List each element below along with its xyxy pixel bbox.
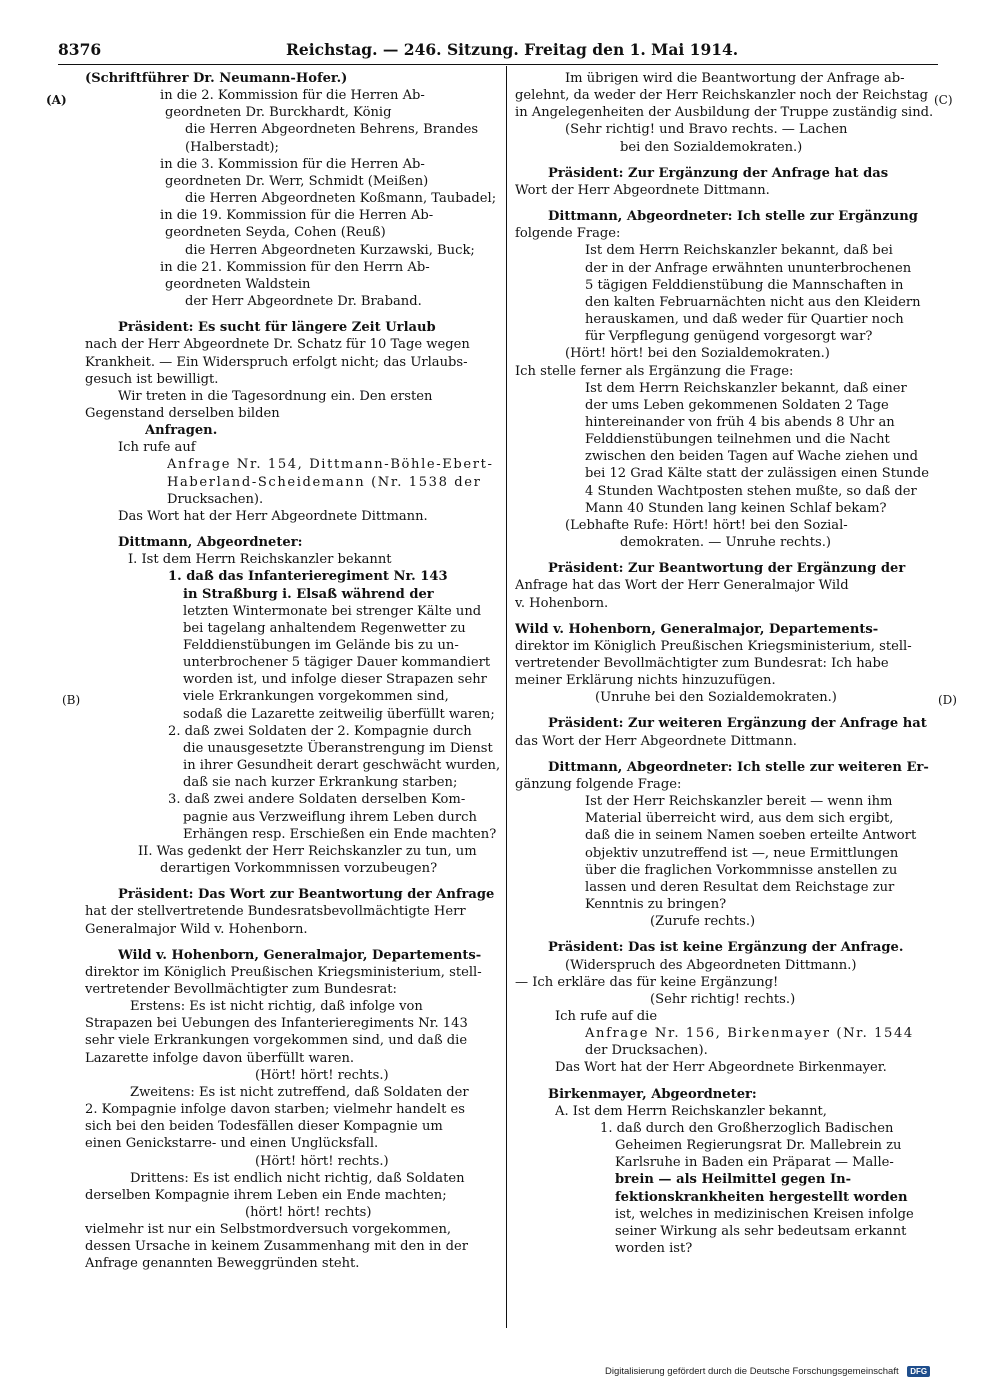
text-line: die Herren Abgeordneten Kurzawski, Buck; bbox=[185, 242, 475, 258]
text-line: Wild v. Hohenborn, Generalmajor, Departements- bbox=[118, 947, 482, 963]
text-line: daß sie nach kurzer Erkrankung starben; bbox=[183, 775, 458, 791]
text-line: Lazarette infolge davon überfüllt waren. bbox=[85, 1050, 355, 1066]
paragraph-gap bbox=[515, 1077, 935, 1086]
text-line: (Sehr richtig! rechts.) bbox=[650, 991, 796, 1007]
text-line: Ist dem Herrn Reichskanzler bekannt, daß einer bbox=[585, 380, 907, 396]
footer-credit bbox=[605, 1366, 930, 1377]
paragraph-gap bbox=[515, 612, 935, 621]
text-line: bei den Sozialdemokraten.) bbox=[620, 139, 803, 155]
text-line: gänzung folgende Frage: bbox=[515, 776, 682, 792]
text-line: unterbrochener 5 tägiger Dauer kommandiert bbox=[183, 655, 491, 671]
text-line: Drittens: Es ist endlich nicht richtig, daß Soldaten bbox=[130, 1170, 465, 1186]
text-line: Wort der Herr Abgeordnete Dittmann. bbox=[515, 182, 770, 198]
text-line: die unausgesetzte Überanstrengung im Dienst bbox=[183, 740, 493, 756]
text-line: (Schriftführer Dr. Neumann-Hofer.) bbox=[85, 71, 348, 86]
text-line: der Drucksachen). bbox=[585, 1043, 708, 1059]
text-line: worden ist, und infolge dieser Strapazen sehr bbox=[183, 672, 487, 688]
text-line: 1. daß das Infanterieregiment Nr. 143 bbox=[168, 569, 448, 585]
text-line: geordneten Dr. Burckhardt, König bbox=[165, 105, 392, 121]
text-line: dessen Ursache in keinem Zusammenhang mit den in der bbox=[85, 1239, 469, 1255]
text-line: II. Was gedenkt der Herr Reichskanzler zu tun, um bbox=[138, 843, 477, 859]
text-line: Erstens: Es ist nicht richtig, daß infolge von bbox=[130, 999, 423, 1015]
text-line: bei tagelang anhaltendem Regenwetter zu bbox=[183, 620, 466, 636]
text-line: sodaß die Lazarette zeitweilig überfüllt waren; bbox=[183, 706, 495, 722]
text-line: ist, welches in medizinischen Kreisen infolge bbox=[615, 1206, 914, 1222]
text-line: v. Hohenborn. bbox=[515, 595, 609, 611]
text-line: Anfrage genannten Beweggründen steht. bbox=[85, 1256, 360, 1272]
text-line: in ihrer Gesundheit derart geschwächt wurden, bbox=[183, 758, 501, 774]
text-line: derselben Kompagnie ihrem Leben ein Ende machten; bbox=[85, 1187, 447, 1203]
text-line: (Hört! hört! rechts.) bbox=[255, 1067, 389, 1083]
text-line: der Herr Abgeordnete Dr. Braband. bbox=[185, 294, 422, 310]
text-line: bei 12 Grad Kälte statt der zulässigen einen Stunde bbox=[585, 466, 929, 482]
paragraph-gap bbox=[515, 199, 935, 208]
text-line: in die 19. Kommission für die Herren Ab- bbox=[160, 208, 434, 224]
text-line: direktor im Königlich Preußischen Kriegsministerium, stell- bbox=[85, 964, 482, 980]
text-line: 4 Stunden Wachtposten stehen mußte, so daß der bbox=[585, 483, 917, 499]
text-line: Strapazen bei Uebungen des Infanterieregiments Nr. 143 bbox=[85, 1016, 468, 1032]
text-line: Im übrigen wird die Beantwortung der Anfrage ab- bbox=[565, 71, 905, 86]
text-line: 2. daß zwei Soldaten der 2. Kompagnie durch bbox=[168, 723, 472, 739]
text-line: Birkenmayer, Abgeordneter: bbox=[548, 1086, 757, 1102]
text-line: I. Ist dem Herrn Reichskanzler bekannt bbox=[128, 552, 392, 568]
text-line: Haberland-Scheidemann (Nr. 1538 der bbox=[167, 474, 482, 490]
text-line: vielmehr ist nur ein Selbstmordversuch vorgekommen, bbox=[85, 1222, 452, 1238]
column-divider bbox=[506, 66, 507, 1328]
running-header bbox=[58, 40, 938, 64]
text-line: Anfragen. bbox=[145, 423, 218, 439]
text-line: folgende Frage: bbox=[515, 226, 621, 242]
text-line: Das Wort hat der Herr Abgeordnete Birkenmayer. bbox=[555, 1060, 887, 1076]
text-line: in Straßburg i. Elsaß während der bbox=[183, 586, 434, 602]
text-line: Präsident: Zur weiteren Ergänzung der Anfrage hat bbox=[548, 716, 927, 732]
text-line: Anfrage hat das Wort der Herr Generalmajor Wild bbox=[515, 578, 849, 594]
text-line: daß die in seinem Namen soeben erteilte Antwort bbox=[585, 828, 917, 844]
text-line: Präsident: Es sucht für längere Zeit Urlaub bbox=[118, 320, 436, 336]
margin-marker-c: (C) bbox=[934, 93, 953, 107]
text-line: demokraten. — Unruhe rechts.) bbox=[620, 535, 831, 551]
text-line: der in der Anfrage erwähnten ununterbrochenen bbox=[585, 260, 912, 276]
paragraph-gap bbox=[515, 706, 935, 715]
margin-marker-a: (A) bbox=[46, 93, 67, 107]
text-line: in Angelegenheiten der Ausbildung der Truppe zuständig sind. bbox=[515, 105, 934, 121]
text-line: Gegenstand derselben bilden bbox=[85, 405, 280, 421]
text-line: in die 3. Kommission für die Herren Ab- bbox=[160, 156, 425, 172]
text-line: objektiv unzutreffend ist —, neue Ermittlungen bbox=[585, 845, 899, 861]
footer-text: Digitalisierung gefördert durch die Deutsche Forschungsgemeinschaft bbox=[605, 1366, 899, 1378]
text-line: geordneten Waldstein bbox=[165, 276, 311, 292]
text-line: geordneten Seyda, Cohen (Reuß) bbox=[165, 225, 386, 241]
text-line: gelehnt, da weder der Herr Reichskanzler noch der Reichstag bbox=[515, 88, 929, 104]
text-line: den kalten Februarnächten nicht aus den Kleidern bbox=[585, 294, 921, 310]
text-line: (Hört! hört! bei den Sozialdemokraten.) bbox=[565, 346, 830, 362]
text-line: 3. daß zwei andere Soldaten derselben Kom- bbox=[168, 792, 466, 808]
text-line: (Unruhe bei den Sozialdemokraten.) bbox=[595, 690, 837, 706]
text-line: fektionskrankheiten hergestellt worden bbox=[615, 1189, 908, 1205]
text-line: Dittmann, Abgeordneter: Ich stelle zur Ergänzung bbox=[548, 209, 918, 225]
text-line: (Lebhafte Rufe: Hört! hört! bei den Sozial- bbox=[565, 517, 848, 533]
text-line: (Widerspruch des Abgeordneten Dittmann.) bbox=[565, 957, 857, 973]
text-line: Krankheit. — Ein Widerspruch erfolgt nicht; das Urlaubs- bbox=[85, 354, 468, 370]
text-line: worden ist? bbox=[615, 1241, 693, 1256]
text-line: Präsident: Zur Ergänzung der Anfrage hat das bbox=[548, 165, 889, 181]
text-line: brein — als Heilmittel gegen In- bbox=[615, 1172, 852, 1188]
text-line: Dittmann, Abgeordneter: bbox=[118, 535, 303, 551]
text-line: die Herren Abgeordneten Koßmann, Taubadel; bbox=[185, 191, 497, 207]
text-line: über die fraglichen Vorkommnisse anstellen zu bbox=[585, 862, 898, 878]
text-line: Zweitens: Es ist nicht zutreffend, daß Soldaten der bbox=[130, 1084, 469, 1100]
text-line: vertretender Bevollmächtigter zum Bundesrat: Ich habe bbox=[515, 656, 889, 671]
text-line: letzten Wintermonate bei strenger Kälte und bbox=[183, 603, 482, 619]
text-line: Wir treten in die Tagesordnung ein. Den ersten bbox=[118, 388, 433, 404]
text-line: einen Genickstarre- und einen Unglücksfall. bbox=[85, 1136, 379, 1152]
text-line: Felddienstübungen teilnehmen und die Nacht bbox=[585, 432, 890, 448]
text-line: A. Ist dem Herrn Reichskanzler bekannt, bbox=[555, 1103, 827, 1119]
text-line: Anfrage Nr. 154, Dittmann-Böhle-Ebert- bbox=[167, 457, 494, 473]
right-column bbox=[515, 70, 935, 1257]
text-line: (Hört! hört! rechts.) bbox=[255, 1153, 389, 1169]
text-line: (hört! hört! rechts) bbox=[245, 1205, 372, 1220]
text-line: 2. Kompagnie infolge davon starben; vielmehr handelt es bbox=[85, 1102, 465, 1118]
text-line: 1. daß durch den Großherzoglich Badischen bbox=[600, 1120, 894, 1136]
text-line: Felddienstübungen im Gelände bis zu un- bbox=[183, 638, 459, 653]
text-line: die Herren Abgeordneten Behrens, Brandes bbox=[185, 122, 479, 138]
text-line: herauskamen, und daß weder für Quartier noch bbox=[585, 312, 904, 328]
text-line: lassen und deren Resultat dem Reichstage zur bbox=[585, 879, 895, 895]
text-line: hintereinander von früh 4 bis abends 8 Uhr an bbox=[585, 414, 895, 430]
paragraph-gap bbox=[515, 551, 935, 560]
page-number: 8376 bbox=[58, 40, 102, 59]
text-line: meiner Erklärung nichts hinzuzufügen. bbox=[515, 673, 776, 689]
text-line: derartigen Vorkommnissen vorzubeugen? bbox=[160, 861, 438, 877]
text-line: (Halberstadt); bbox=[185, 139, 279, 155]
text-line: geordneten Dr. Werr, Schmidt (Meißen) bbox=[165, 173, 429, 189]
dfg-logo: DFG bbox=[907, 1366, 930, 1377]
text-line: Ich rufe auf die bbox=[555, 1008, 658, 1024]
text-line: hat der stellvertretende Bundesratsbevollmächtigte Herr bbox=[85, 904, 466, 920]
paragraph-gap bbox=[85, 310, 501, 319]
text-line: Geheimen Regierungsrat Dr. Mallebrein zu bbox=[615, 1138, 902, 1154]
text-line: in die 2. Kommission für die Herren Ab- bbox=[160, 88, 425, 104]
text-line: in die 21. Kommission für den Herrn Ab- bbox=[160, 259, 430, 275]
text-line: vertretender Bevollmächtigter zum Bundesrat: bbox=[85, 981, 397, 997]
text-line: 5 tägigen Felddienstübung die Mannschaften in bbox=[585, 277, 904, 293]
left-column bbox=[85, 70, 501, 1273]
text-line: Erhängen resp. Erschießen ein Ende machten? bbox=[183, 826, 497, 842]
text-line: sehr viele Erkrankungen vorgekommen sind, und daß die bbox=[85, 1033, 468, 1049]
text-line: Präsident: Das ist keine Ergänzung der Anfrage. bbox=[548, 940, 904, 956]
text-line: Anfrage Nr. 156, Birkenmayer (Nr. 1544 bbox=[585, 1026, 914, 1042]
paragraph-gap bbox=[515, 750, 935, 759]
margin-marker-d: (D) bbox=[938, 693, 957, 707]
text-line: Präsident: Zur Beantwortung der Ergänzung der bbox=[548, 561, 906, 577]
text-line: für Verpflegung genügend vorgesorgt war? bbox=[585, 329, 873, 345]
text-line: gesuch ist bewilligt. bbox=[85, 371, 219, 387]
text-line: zwischen den beiden Tagen auf Wache ziehen und bbox=[585, 449, 919, 465]
paragraph-gap bbox=[85, 877, 501, 886]
text-line: das Wort der Herr Abgeordnete Dittmann. bbox=[515, 733, 797, 749]
text-line: Generalmajor Wild v. Hohenborn. bbox=[85, 921, 308, 937]
header-title: Reichstag. — 246. Sitzung. Freitag den 1. Mai 1914. bbox=[286, 40, 739, 59]
text-line: (Zurufe rechts.) bbox=[650, 914, 756, 930]
text-line: der ums Leben gekommenen Soldaten 2 Tage bbox=[585, 397, 889, 413]
text-line: sich bei den beiden Todesfällen dieser Kompagnie um bbox=[85, 1119, 443, 1135]
text-line: Material überreicht wird, aus dem sich ergibt, bbox=[585, 811, 894, 827]
text-line: Ich rufe auf bbox=[118, 440, 196, 456]
text-line: Dittmann, Abgeordneter: Ich stelle zur weiteren Er- bbox=[548, 759, 929, 775]
text-line: Ich stelle ferner als Ergänzung die Frage: bbox=[515, 363, 794, 379]
paragraph-gap bbox=[515, 930, 935, 939]
text-line: Kenntnis zu bringen? bbox=[585, 897, 727, 913]
text-line: nach der Herr Abgeordnete Dr. Schatz für 10 Tage wegen bbox=[85, 337, 470, 353]
text-line: Wild v. Hohenborn, Generalmajor, Departements- bbox=[515, 621, 879, 637]
paragraph-gap bbox=[515, 156, 935, 165]
header-rule bbox=[58, 64, 938, 65]
text-line: Karlsruhe in Baden ein Präparat — Malle- bbox=[615, 1155, 894, 1171]
text-line: (Sehr richtig! und Bravo rechts. — Lachen bbox=[565, 122, 848, 138]
text-line: seiner Wirkung als sehr bedeutsam erkannt bbox=[615, 1223, 907, 1239]
text-line: — Ich erkläre das für keine Ergänzung! bbox=[515, 974, 779, 990]
paragraph-gap bbox=[85, 525, 501, 534]
text-line: Mann 40 Stunden lang keinen Schlaf bekam? bbox=[585, 500, 887, 516]
text-line: Drucksachen). bbox=[167, 491, 264, 507]
text-line: Ist dem Herrn Reichskanzler bekannt, daß bei bbox=[585, 243, 893, 259]
text-line: direktor im Königlich Preußischen Kriegsministerium, stell- bbox=[515, 638, 912, 654]
paragraph-gap bbox=[85, 938, 501, 947]
text-line: Präsident: Das Wort zur Beantwortung der Anfrage bbox=[118, 887, 495, 903]
text-line: Ist der Herr Reichskanzler bereit — wenn ihm bbox=[585, 794, 893, 810]
margin-marker-b: (B) bbox=[62, 693, 81, 707]
text-line: pagnie aus Verzweiflung ihrem Leben durch bbox=[183, 809, 477, 825]
text-line: viele Erkrankungen vorgekommen sind, bbox=[183, 689, 449, 705]
text-line: Das Wort hat der Herr Abgeordnete Dittmann. bbox=[118, 508, 428, 524]
